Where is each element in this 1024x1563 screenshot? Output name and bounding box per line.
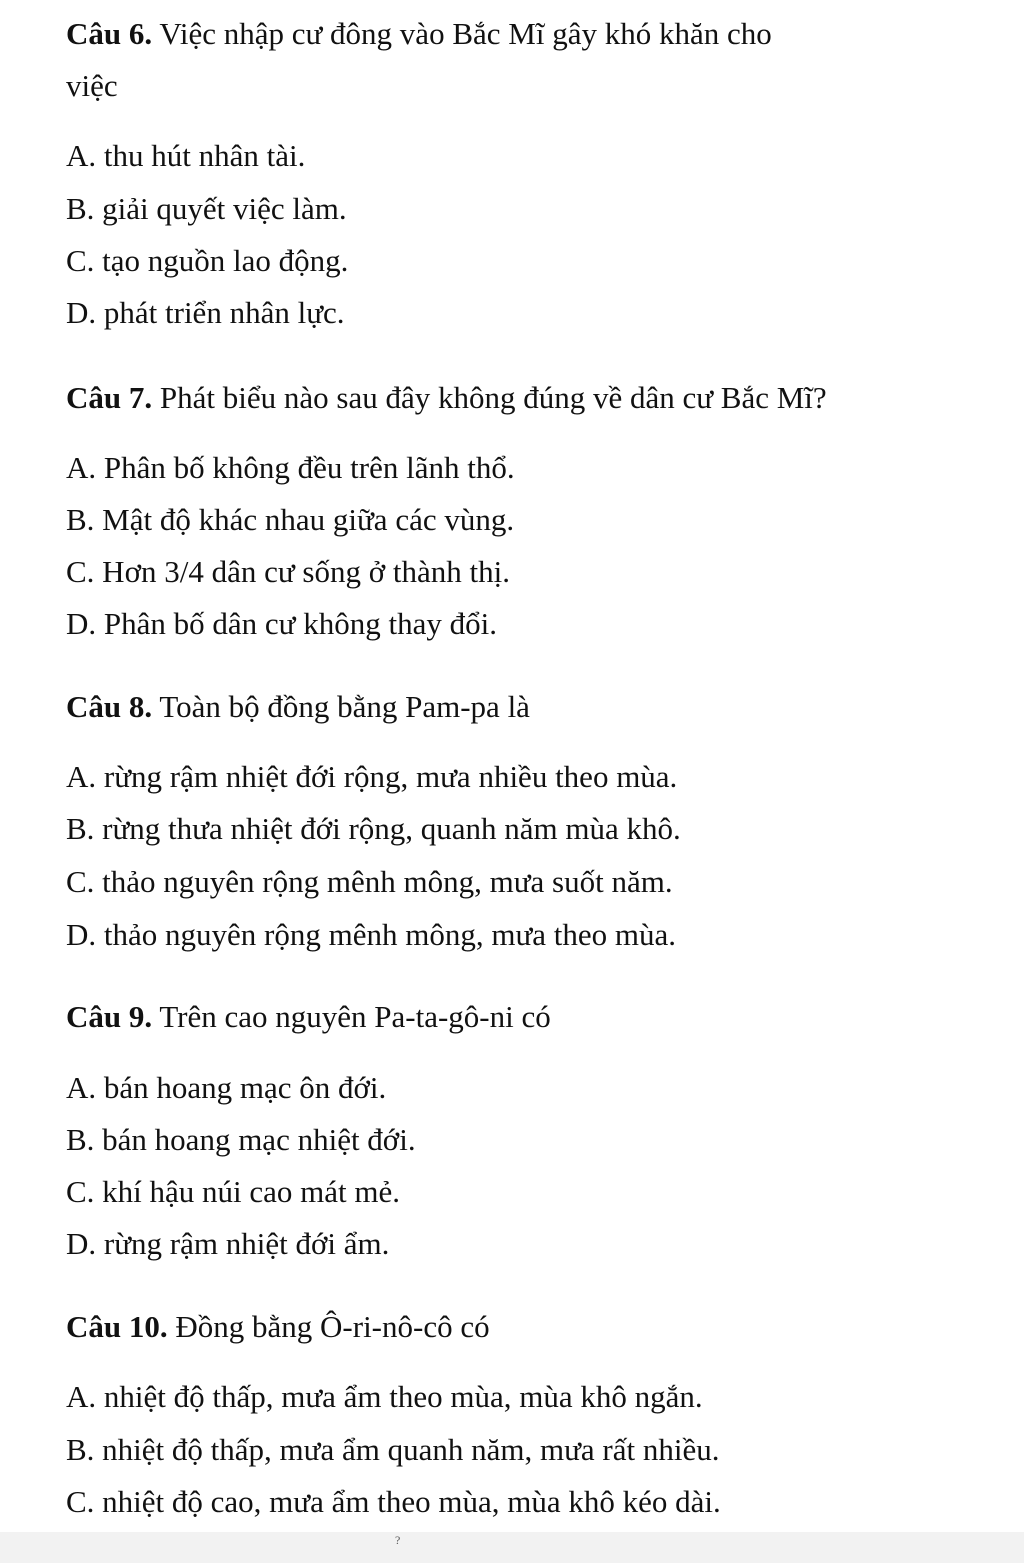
question-9-stem [66,999,551,1035]
question-6-text: Việc nhập cư đông vào Bắc Mĩ gây khó khăn cho [152,16,772,51]
question-6-stem-continued: việc [66,68,118,103]
question-7-option-d: D. Phân bố dân cư không thay đổi. [66,606,497,641]
question-8-stem [66,689,530,725]
question-6-label: Câu 6. [66,16,153,51]
question-9-option-d: D. rừng rậm nhiệt đới ẩm. [66,1226,390,1261]
question-6-option-d: D. phát triển nhân lực. [66,295,345,330]
question-8-option-d: D. thảo nguyên rộng mênh mông, mưa theo mùa. [66,917,676,952]
question-8-option-c: C. thảo nguyên rộng mênh mông, mưa suốt năm. [66,864,673,899]
question-9-text: Trên cao nguyên Pa-ta-gô-ni có [152,999,551,1034]
question-7-label: Câu 7. [66,380,153,415]
question-9-option-a: A. bán hoang mạc ôn đới. [66,1070,387,1105]
question-9-option-c: C. khí hậu núi cao mát mẻ. [66,1174,401,1209]
bottom-edge-strip [0,1532,1024,1563]
question-6-option-b: B. giải quyết việc làm. [66,191,347,226]
question-10-option-c: C. nhiệt độ cao, mưa ẩm theo mùa, mùa khô kéo dài. [66,1484,721,1519]
question-6-stem [66,16,772,52]
question-6-option-a: A. thu hút nhân tài. [66,138,306,173]
question-8-label: Câu 8. [66,689,153,724]
question-10-option-b: B. nhiệt độ thấp, mưa ẩm quanh năm, mưa rất nhiều. [66,1432,720,1467]
question-10-option-a: A. nhiệt độ thấp, mưa ẩm theo mùa, mùa khô ngắn. [66,1379,703,1414]
bottom-mark: ? [395,1533,401,1547]
question-7-option-b: B. Mật độ khác nhau giữa các vùng. [66,502,515,537]
question-9-label: Câu 9. [66,999,153,1034]
question-6-option-c: C. tạo nguồn lao động. [66,243,349,278]
question-8-option-b: B. rừng thưa nhiệt đới rộng, quanh năm mùa khô. [66,811,681,846]
question-10-label: Câu 10. [66,1309,168,1344]
question-9-option-b: B. bán hoang mạc nhiệt đới. [66,1122,416,1157]
question-7-option-a: A. Phân bố không đều trên lãnh thổ. [66,450,515,485]
question-8-text: Toàn bộ đồng bằng Pam-pa là [152,689,530,724]
question-7-text: Phát biểu nào sau đây không đúng về dân cư Bắc Mĩ? [152,380,827,415]
question-10-stem [66,1309,490,1345]
question-8-option-a: A. rừng rậm nhiệt đới rộng, mưa nhiều theo mùa. [66,759,678,794]
question-10-text: Đồng bằng Ô-ri-nô-cô có [167,1309,490,1344]
question-7-stem [66,380,827,416]
question-7-option-c: C. Hơn 3/4 dân cư sống ở thành thị. [66,554,510,589]
